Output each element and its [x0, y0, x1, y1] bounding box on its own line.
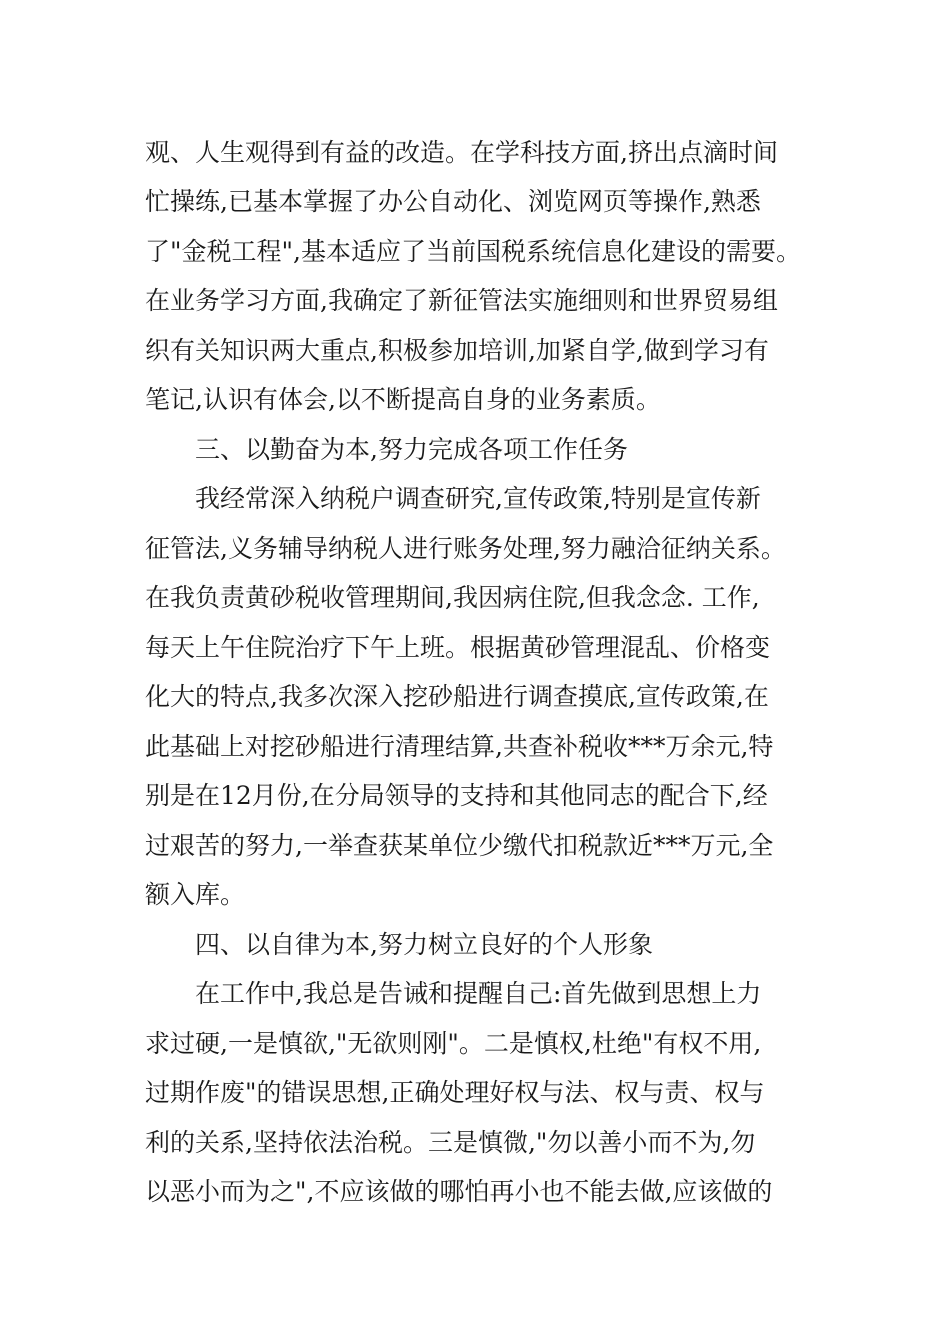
section-heading: 三、以勤奋为本,努力完成各项工作任务: [195, 435, 628, 464]
body-text-line: 每天上午住院治疗下午上班。根据黄砂管理混乱、价格变: [145, 633, 771, 662]
body-text-line: 利的关系,坚持依法治税。三是慎微,"勿以善小而不为,勿: [145, 1128, 756, 1157]
body-text-line: 我经常深入纳税户调查研究,宣传政策,特别是宣传新: [195, 484, 761, 513]
body-text-line: 观、人生观得到有益的改造。在学科技方面,挤出点滴时间: [145, 138, 778, 167]
body-text-line: 以恶小而为之",不应该做的哪怕再小也不能去做,应该做的: [145, 1177, 773, 1206]
body-text-line: 在我负责黄砂税收管理期间,我因病住院,但我念念. 工作,: [145, 583, 760, 612]
body-text-line: 额入库。: [145, 880, 246, 909]
body-text-line: 了"金税工程",基本适应了当前国税系统信息化建设的需要。: [145, 237, 801, 266]
body-text-line: 化大的特点,我多次深入挖砂船进行调查摸底,宣传政策,在: [145, 682, 769, 711]
section-heading: 四、以自律为本,努力树立良好的个人形象: [195, 930, 653, 959]
body-text-line: 过期作废"的错误思想,正确处理好权与法、权与责、权与: [145, 1078, 765, 1107]
body-text-line: 忙操练,已基本掌握了办公自动化、浏览网页等操作,熟悉: [145, 187, 761, 216]
body-text-line: 求过硬,一是慎欲,"无欲则刚"。二是慎权,杜绝"有权不用,: [145, 1029, 762, 1058]
body-text-line: 织有关知识两大重点,积极参加培训,加紧自学,做到学习有: [145, 336, 769, 365]
body-text-line: 别是在12月份,在分局领导的支持和其他同志的配合下,经: [145, 781, 768, 810]
body-text-line: 在工作中,我总是告诫和提醒自己:首先做到思想上力: [195, 979, 762, 1008]
body-text-line: 笔记,认识有体会,以不断提高自身的业务素质。: [145, 385, 661, 414]
body-text-line: 在业务学习方面,我确定了新征管法实施细则和世界贸易组: [145, 286, 778, 315]
body-text-line: 此基础上对挖砂船进行清理结算,共查补税收***万余元,特: [145, 732, 774, 761]
body-text-line: 过艰苦的努力,一举查获某单位少缴代扣税款近***万元,全: [145, 831, 774, 860]
body-text-line: 征管法,义务辅导纳税人进行账务处理,努力融洽征纳关系。: [145, 534, 786, 563]
